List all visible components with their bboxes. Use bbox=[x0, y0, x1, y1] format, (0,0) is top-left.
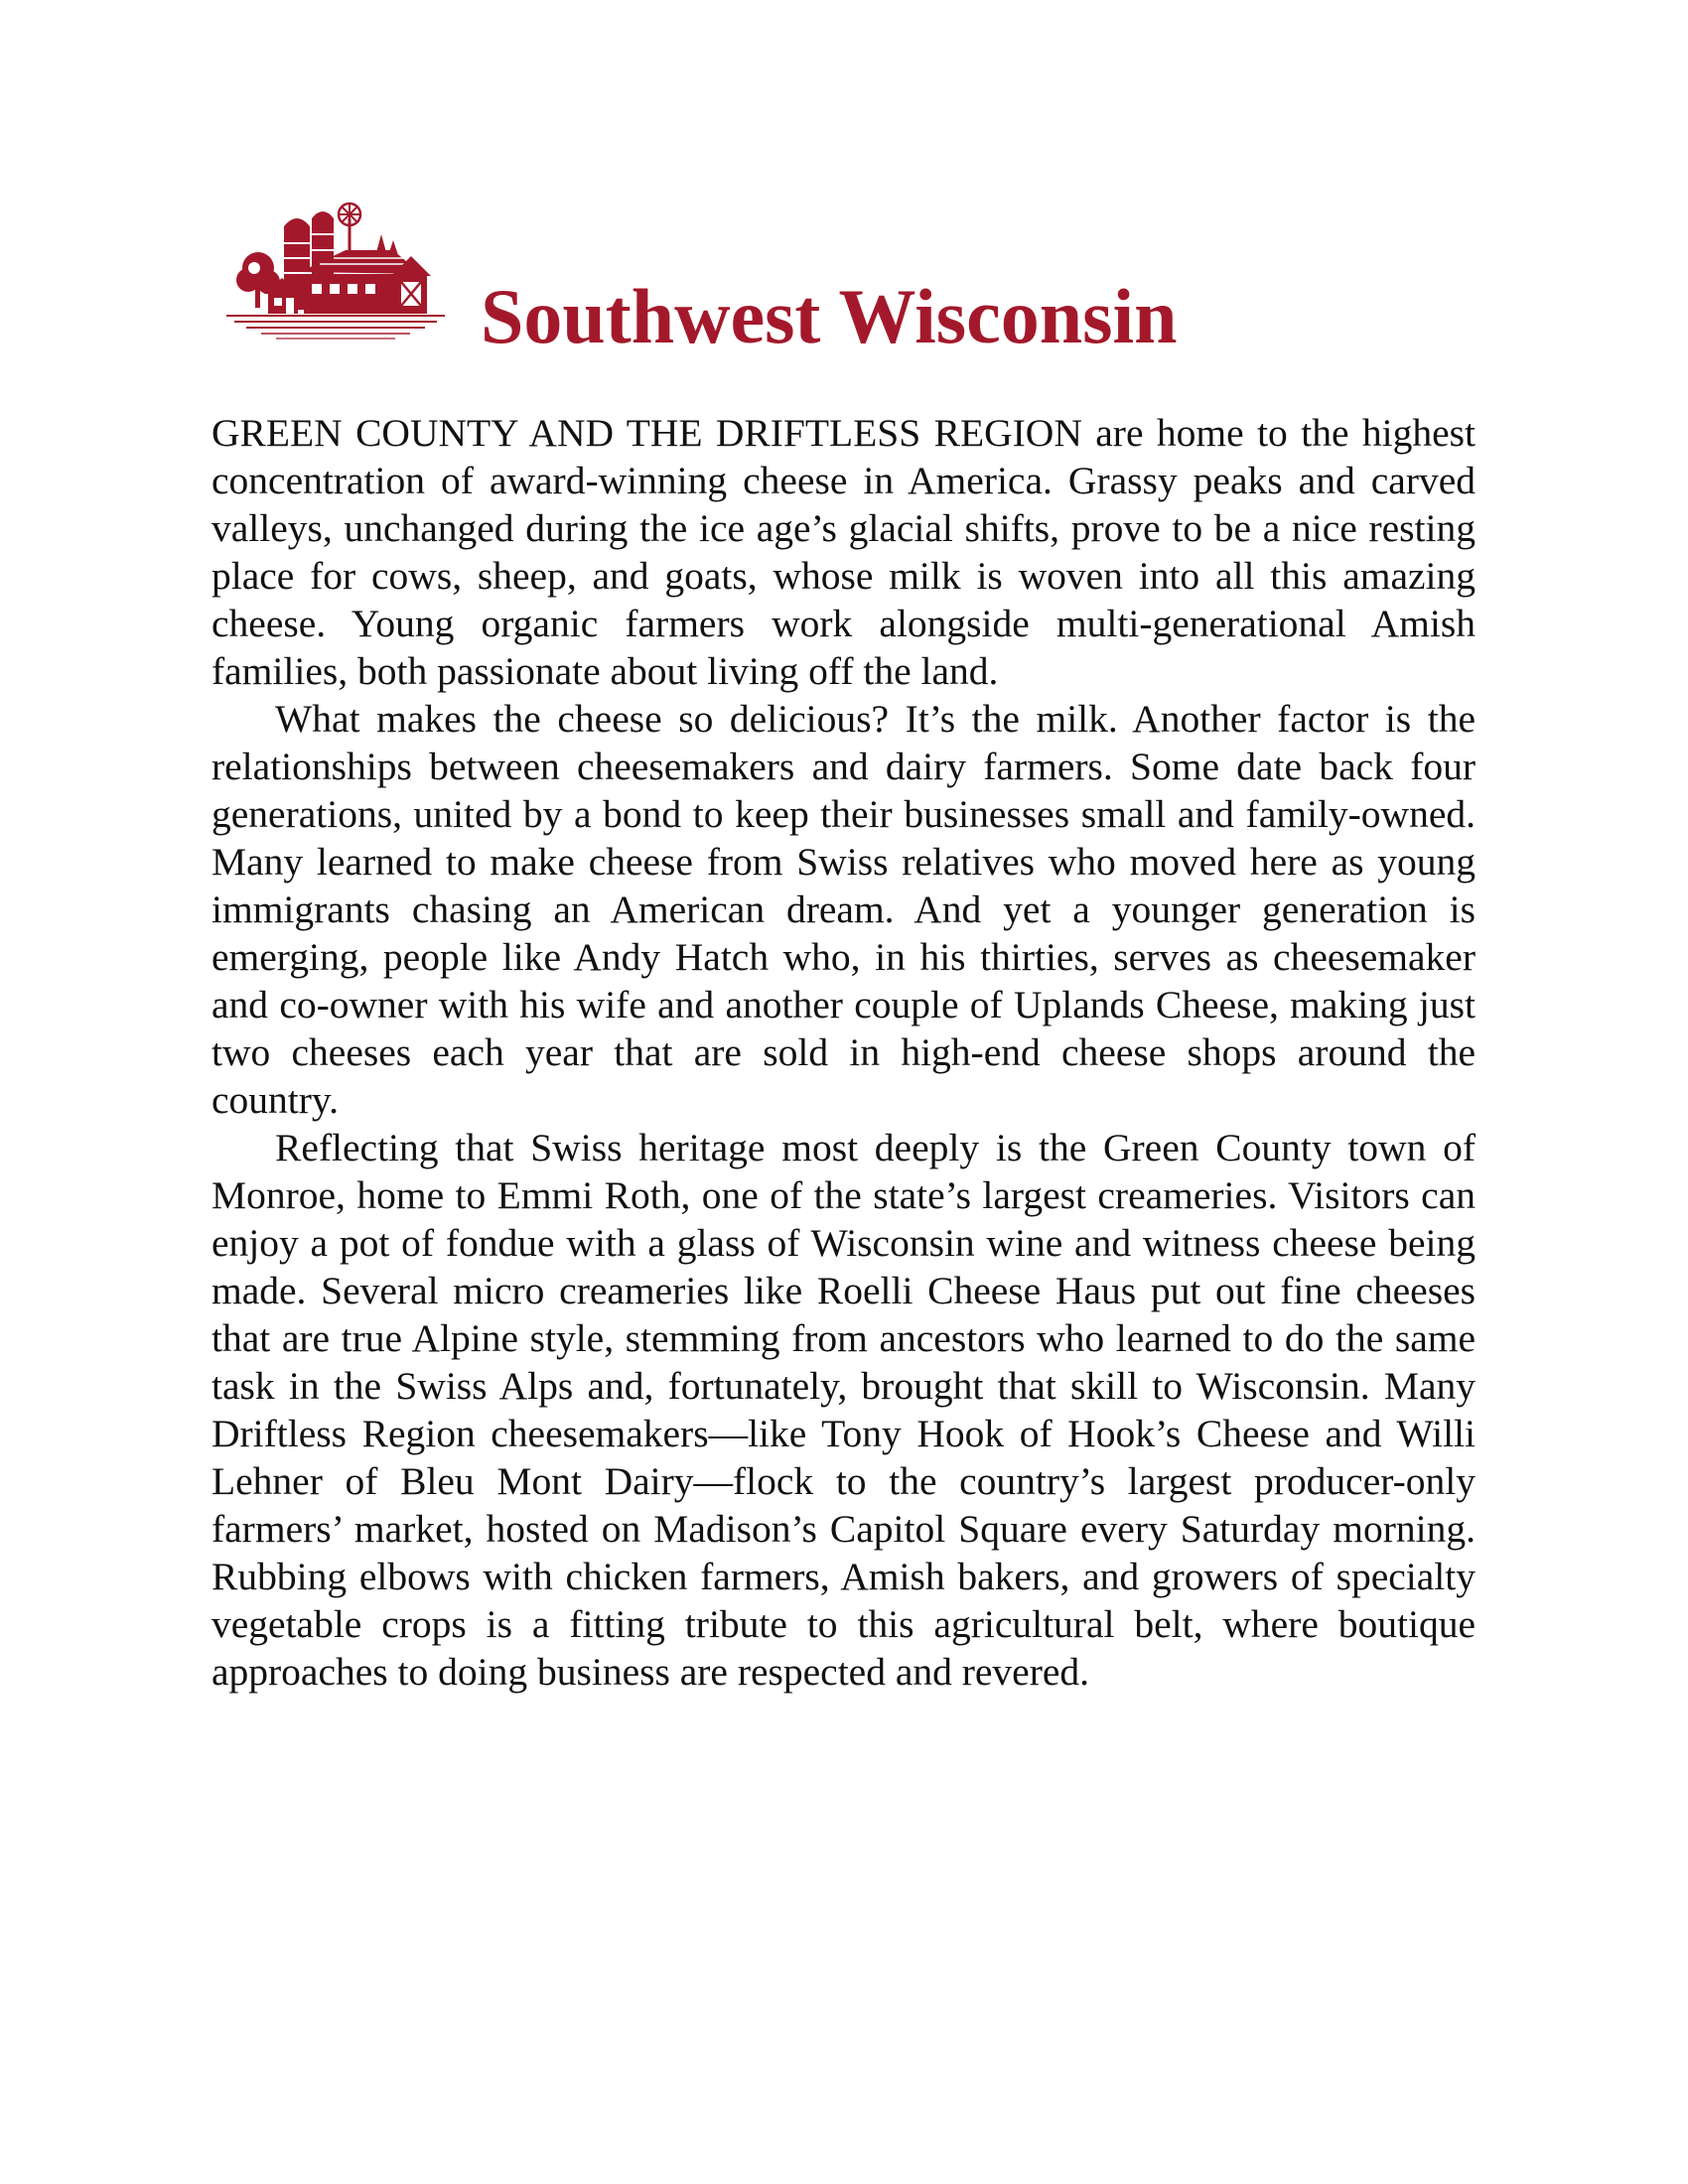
paragraph: What makes the cheese so delicious? It’s the milk. Another factor is the relationships between cheesemakers and dairy farmers. Some date back four generations, united by a bond to keep their businesses small and family-owned. Many learned to make cheese from Swiss relatives who moved here as young immigrants chasing an American dream. And yet a younger generation is emerging, people like Andy Hatch who, in his thirties, serves as cheesemaker and co-owner with his wife and another couple of Uplands Cheese, making just two cheeses each year that are sold in high-end cheese shops around the country. bbox=[211, 697, 1476, 1122]
farm-barn-silo-icon bbox=[216, 199, 455, 347]
paragraph: GREEN COUNTY AND THE DRIFTLESS REGION are home to the highest concentration of award-winning cheese in America. Grassy peaks and carved valleys, unchanged during the ice age’s glacial shifts, prove to be a nice resting place for cows, sheep, and goats, whose milk is woven into all this amazing cheese. Young organic farmers work alongside multi-generational Amish families, both passionate about living off the land. bbox=[211, 411, 1476, 693]
paragraph: Reflecting that Swiss heritage most deeply is the Green County town of Monroe, home to Emmi Roth, one of the state’s largest creameries. Visitors can enjoy a pot of fondue with a glass of Wisconsin wine and witness cheese being made. Several micro creameries like Roelli Cheese Haus put out fine cheeses that are true Alpine style, stemming from ancestors who learned to do the same task in the Swiss Alps and, fortunately, brought that skill to Wisconsin. Many Driftless Region cheesemakers—like Tony Hook of Hook’s Cheese and Willi Lehner of Bleu Mont Dairy—flock to the country’s largest producer-only farmers’ market, hosted on Madison’s Capitol Square every Saturday morning. Rubbing elbows with chicken farmers, Amish bakers, and growers of specialty vegetable crops is a fitting tribute to this agricultural belt, where boutique approaches to doing business are respected and revered. bbox=[211, 1126, 1476, 1694]
article-body bbox=[211, 409, 1476, 1696]
section-header bbox=[216, 199, 1229, 367]
section-title: Southwest Wisconsin bbox=[481, 273, 1178, 359]
